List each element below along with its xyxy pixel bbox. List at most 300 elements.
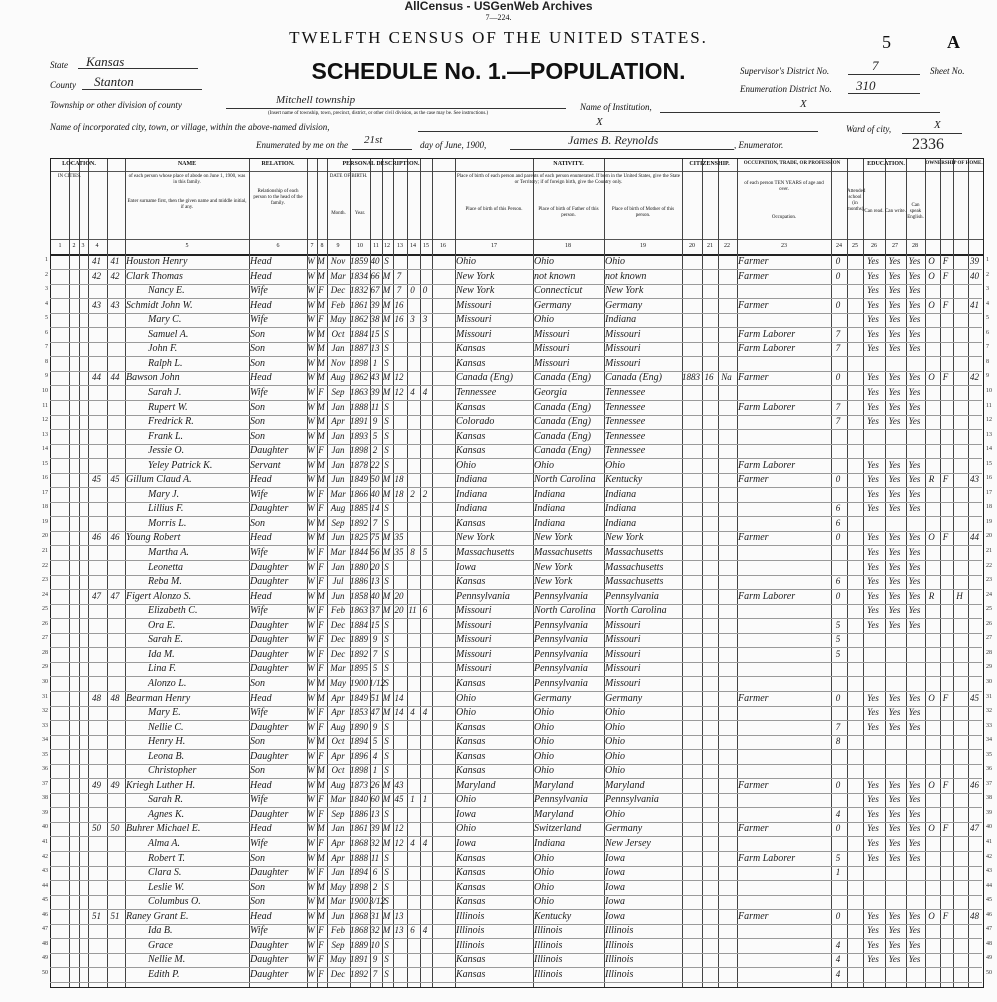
cell-age: 56 [370, 547, 380, 557]
cell-bp: New York [456, 532, 495, 544]
cell-mar: S [384, 736, 389, 747]
cell-w: Yes [888, 954, 901, 965]
cell-bm: Iowa [605, 896, 625, 908]
cell-month: Jan [331, 561, 345, 572]
cell-month: Jan [331, 823, 345, 834]
column-number: 16 [440, 243, 446, 249]
cell-bp: Ohio [456, 794, 476, 806]
cell-age: 22 [370, 459, 380, 470]
cell-mar: M [382, 590, 391, 601]
cell-color: W [307, 561, 315, 572]
cell-mo: 3 [410, 314, 415, 325]
cell-name: Columbus O. [148, 896, 201, 908]
cell-color: W [307, 488, 315, 499]
cell-name: Alonzo L. [148, 677, 187, 689]
row-number-right: 7 [986, 344, 989, 351]
cell-ch: 1 [422, 794, 428, 805]
cell-bm: Maryland [605, 779, 645, 791]
cell-fm: F [942, 256, 949, 266]
cell-bf: Ohio [534, 881, 554, 893]
cell-occ: Farmer [738, 270, 769, 282]
cell-name: Elizabeth C. [148, 605, 198, 617]
cell-sex: F [318, 314, 324, 325]
cell-sex: F [318, 954, 324, 965]
cell-o: O [928, 910, 935, 921]
cell-bp: Ohio [456, 256, 476, 267]
cell-fno: 42 [970, 372, 979, 383]
cell-sex: M [317, 459, 325, 470]
row-number-left: 29 [42, 664, 48, 671]
row-number-left: 39 [42, 809, 48, 816]
subhead-birth-mother: Place of birth of Mother of this person. [611, 207, 675, 218]
cell-color: W [307, 270, 315, 281]
column-number: 22 [724, 243, 730, 249]
cell-bp: Kansas [456, 954, 486, 966]
form-number: 7—224. [485, 13, 512, 22]
cell-e: Yes [908, 721, 921, 732]
cell-bm: Iowa [605, 852, 625, 864]
cell-year: 1849 [350, 474, 368, 485]
cell-bf: Pennsylvania [534, 677, 588, 689]
cell-dw: 43 [92, 299, 101, 310]
cell-mar: S [384, 663, 389, 674]
cell-rel: Daughter [250, 561, 289, 573]
cell-mu: 0 [835, 692, 841, 703]
cell-bf: Indiana [534, 838, 566, 849]
cell-year: 1868 [350, 925, 368, 936]
township-note: (Insert name of township, town, precinct, district, or other civil division, as the case may be. See instructions.) [268, 111, 489, 116]
cell-sex: M [317, 474, 325, 485]
cell-bp: Illinois [456, 925, 485, 937]
cell-ch: 2 [422, 488, 428, 499]
cell-mu: 0 [835, 256, 841, 266]
cell-r: Yes [867, 707, 879, 718]
cell-bm: Ohio [605, 808, 625, 820]
cell-age: 5 [372, 736, 378, 747]
cell-mu: 8 [835, 736, 841, 747]
cell-ym: 14 [394, 707, 404, 718]
cell-month: Nov [330, 357, 346, 368]
cell-o: O [928, 270, 935, 281]
cell-bf: New York [534, 576, 573, 588]
cell-color: W [307, 314, 315, 325]
cell-bm: Tennessee [605, 445, 646, 457]
cell-name: Kriegh Luther H. [126, 779, 196, 791]
cell-age: 7 [372, 648, 378, 659]
cell-dw: 50 [92, 823, 101, 834]
cell-e: Yes [908, 503, 921, 514]
cell-rel: Son [250, 343, 265, 355]
cell-bm: Ohio [605, 721, 625, 733]
cell-rel: Son [250, 736, 265, 748]
row-number-right: 35 [986, 751, 992, 758]
cell-sex: M [317, 517, 325, 528]
cell-w: Yes [888, 619, 901, 630]
row-number-left: 10 [42, 387, 48, 394]
row-number-right: 19 [986, 518, 992, 525]
cell-name: Alma A. [148, 838, 181, 849]
cell-ym: 35 [394, 532, 404, 543]
cell-mar: S [384, 765, 389, 776]
cell-age: 11 [370, 401, 380, 412]
cell-fm: F [942, 692, 949, 703]
cell-color: W [307, 736, 315, 747]
cell-sex: M [317, 765, 325, 776]
cell-year: 1886 [350, 808, 368, 819]
cell-sex: F [318, 576, 324, 587]
cell-color: W [307, 547, 315, 557]
cell-name: Sarah R. [148, 794, 183, 806]
cell-age: 9 [372, 416, 378, 427]
cell-name: Ida B. [148, 925, 173, 937]
row-number-right: 8 [986, 358, 989, 365]
cell-bp: Missouri [456, 619, 492, 631]
subhead-relation-desc: Relationship of each person to the head of the family. [253, 189, 303, 206]
row-number-right: 30 [986, 678, 992, 685]
sheet-label: Sheet No. [930, 66, 965, 76]
cell-mu: 4 [835, 808, 841, 819]
cell-rel: Daughter [250, 503, 289, 515]
cell-color: W [307, 619, 315, 630]
row-number-left: 30 [42, 678, 48, 685]
cell-fno: 47 [970, 823, 979, 834]
cell-e: Yes [908, 561, 921, 572]
cell-bf: Illinois [534, 939, 563, 951]
cell-r: Yes [867, 488, 879, 499]
group-header-rule [51, 171, 983, 172]
cell-month: Jun [331, 590, 345, 601]
cell-ch: 3 [422, 314, 428, 325]
schedule-title: SCHEDULE No. 1.—POPULATION. [311, 58, 686, 84]
cell-month: Mar [330, 547, 346, 557]
cell-year: 1858 [350, 590, 368, 601]
cell-occ: Farm Laborer [738, 401, 796, 413]
cell-fm: F [942, 823, 949, 834]
cell-age: 43 [370, 372, 380, 383]
cell-bp: Kansas [456, 517, 486, 529]
row-number-right: 47 [986, 926, 992, 933]
cell-e: Yes [908, 299, 921, 310]
cell-fno: 43 [970, 474, 979, 485]
cell-mu: 1 [835, 867, 841, 878]
cell-ym: 12 [394, 372, 404, 383]
cell-bm: Tennessee [605, 416, 646, 428]
row-number-left: 5 [45, 315, 48, 322]
cell-bf: Ohio [534, 721, 554, 733]
cell-month: Sep [331, 808, 345, 819]
cell-color: W [307, 299, 315, 310]
ward-label: Ward of city, [846, 124, 892, 134]
cell-month: May [330, 954, 346, 965]
cell-color: W [307, 459, 315, 470]
cell-age: 2 [372, 445, 378, 456]
cell-mu: 0 [835, 590, 841, 601]
cell-bp: Missouri [456, 328, 492, 340]
cell-month: Apr [331, 852, 345, 863]
cell-r: Yes [867, 852, 879, 863]
enumeration-value: 310 [856, 78, 876, 93]
cell-sex: F [318, 386, 324, 397]
row-number-left: 25 [42, 606, 48, 613]
cell-year: 1898 [350, 445, 368, 456]
row-number-left: 40 [42, 824, 48, 831]
cell-year: 1832 [350, 285, 368, 296]
cell-age: 2 [372, 881, 378, 892]
group-location: LOCATION. [62, 161, 96, 167]
cell-bp: Illinois [456, 939, 485, 951]
cell-mar: S [384, 750, 389, 761]
cell-rel: Son [250, 881, 265, 893]
cell-mar: S [384, 808, 389, 819]
cell-r: Yes [867, 576, 879, 587]
cell-year: 1900 [350, 677, 368, 688]
cell-bf: Georgia [534, 386, 567, 398]
cell-mo: 1 [410, 794, 415, 805]
cell-year: 1880 [350, 561, 368, 572]
cell-name: Young Robert [126, 532, 181, 544]
cell-year: 1868 [350, 910, 368, 921]
cell-ym: 45 [394, 794, 404, 805]
cell-bm: Indiana [605, 488, 637, 500]
row-number-left: 48 [42, 940, 48, 947]
cell-bp: Missouri [456, 648, 492, 660]
cell-mar: M [382, 707, 391, 718]
cell-o: O [928, 779, 935, 790]
cell-color: W [307, 852, 315, 863]
cell-year: 1862 [350, 372, 368, 383]
cell-color: W [307, 896, 315, 907]
column-number: 17 [491, 243, 497, 249]
row-number-right: 1 [986, 257, 989, 263]
cell-rel: Wife [250, 707, 268, 719]
cell-mu: 0 [835, 299, 841, 310]
cell-ch: 4 [422, 838, 428, 848]
column-number: 1 [58, 243, 62, 249]
cell-occ: Farmer [738, 299, 769, 311]
cell-r: Yes [867, 910, 879, 921]
cell-rel: Daughter [250, 968, 289, 980]
cell-e: Yes [908, 256, 921, 266]
cell-r: Yes [867, 401, 879, 412]
cell-bm: Tennessee [605, 386, 646, 398]
cell-month: Oct [331, 765, 345, 776]
cell-year: 1878 [350, 459, 368, 470]
cell-r: Yes [867, 794, 879, 805]
cell-bp: Iowa [456, 838, 476, 849]
cell-year: 1893 [350, 430, 368, 441]
cell-color: W [307, 910, 315, 921]
cell-e: Yes [908, 779, 921, 790]
cell-bf: Ohio [534, 707, 554, 719]
cell-occ: Farm Laborer [738, 852, 796, 864]
cell-color: W [307, 663, 315, 674]
cell-color: W [307, 532, 315, 543]
cell-age: 40 [370, 256, 380, 266]
row-number-right: 5 [986, 315, 989, 322]
row-number-right: 26 [986, 620, 992, 627]
row-number-left: 23 [42, 577, 48, 584]
column-number: 12 [384, 243, 390, 249]
cell-bp: Missouri [456, 299, 492, 311]
cell-mu: 7 [835, 401, 841, 412]
cell-bp: Missouri [456, 605, 492, 617]
cell-rel: Servant [250, 459, 281, 471]
cell-bm: Massachusetts [605, 576, 664, 588]
cell-bf: Pennsylvania [534, 648, 588, 660]
cell-age: 75 [370, 532, 380, 543]
row-number-left: 20 [42, 533, 48, 540]
row-number-left: 41 [42, 839, 48, 845]
cell-w: Yes [888, 503, 901, 514]
cell-color: W [307, 401, 315, 412]
cell-name: Frank L. [148, 430, 183, 442]
cell-bp: Kansas [456, 881, 486, 893]
cell-color: W [307, 634, 315, 645]
group-education: EDUCATION. [867, 161, 905, 167]
enumerator-name: James B. Reynolds [568, 133, 659, 147]
cell-mu: 5 [835, 852, 841, 863]
cell-fam: 41 [110, 256, 120, 266]
cell-mar: M [382, 925, 391, 936]
column-number: 21 [707, 243, 713, 249]
cell-mu: 7 [835, 721, 841, 732]
cell-sex: F [318, 838, 324, 848]
cell-bf: Ohio [534, 867, 554, 879]
cell-mar: M [382, 779, 391, 790]
cell-name: Rupert W. [148, 401, 188, 413]
cell-year: 1861 [350, 823, 368, 834]
cell-bf: New York [534, 532, 573, 544]
cell-age: 39 [370, 299, 380, 310]
row-number-left: 46 [42, 911, 48, 918]
cell-month: Jan [331, 459, 345, 470]
cell-age: 20 [370, 561, 380, 572]
row-number-right: 36 [986, 766, 992, 773]
cell-year: 1892 [350, 968, 368, 979]
cell-year: 1887 [350, 343, 368, 354]
row-number-right: 12 [986, 417, 992, 424]
cell-age: 40 [370, 590, 380, 601]
cell-w: Yes [888, 416, 901, 427]
cell-rel: Son [250, 517, 265, 529]
cell-bm: Ohio [605, 736, 625, 748]
cell-bf: Canada (Eng) [534, 416, 591, 428]
cell-year: 1863 [350, 605, 368, 616]
cell-name: Martha A. [148, 547, 189, 558]
cell-mo: 11 [408, 605, 417, 616]
cell-bf: Maryland [534, 779, 574, 791]
row-number-right: 14 [986, 446, 992, 453]
column-number: 9 [336, 243, 340, 249]
row-number-left: 32 [42, 708, 48, 715]
column-number: 8 [320, 243, 324, 249]
cell-mar: S [384, 328, 389, 339]
cell-name: Houston Henry [126, 256, 188, 267]
cell-fm: F [942, 299, 949, 310]
cell-age: 13 [370, 343, 380, 354]
cell-color: W [307, 605, 315, 616]
cell-age: 9 [372, 721, 378, 732]
cell-mar: S [384, 939, 389, 950]
cell-mar: S [384, 576, 389, 587]
cell-month: Feb [331, 605, 345, 616]
county-underline [82, 89, 202, 90]
cell-mar: M [382, 474, 391, 485]
cell-bm: Pennsylvania [605, 794, 659, 806]
cell-year: 1861 [350, 299, 368, 310]
cell-name: Raney Grant E. [126, 910, 189, 922]
cell-mu: 4 [835, 968, 841, 979]
cell-fm: F [942, 779, 949, 790]
cell-month: Aug [330, 503, 346, 514]
cell-bp: Kansas [456, 765, 486, 777]
cell-month: May [330, 677, 346, 688]
row-number-right: 41 [986, 839, 992, 845]
cell-name: Figert Alonzo S. [126, 590, 192, 602]
cell-r: Yes [867, 561, 879, 572]
cell-rel: Head [250, 474, 272, 486]
cell-bp: Kansas [456, 430, 486, 442]
cell-r: Yes [867, 605, 879, 616]
cell-name: Nancy E. [148, 285, 185, 297]
cell-sex: M [317, 736, 325, 747]
cell-sex: M [317, 590, 325, 601]
cell-year: 1884 [350, 328, 368, 339]
group-name: NAME [177, 161, 197, 167]
cell-age: 13 [370, 576, 380, 587]
row-number-right: 29 [986, 664, 992, 671]
cell-bp: Ohio [456, 459, 476, 471]
cell-color: W [307, 925, 315, 936]
cell-rel: Son [250, 765, 265, 777]
cell-age: 14 [370, 503, 380, 514]
cell-name: Sarah E. [148, 634, 183, 646]
row-number-left: 34 [42, 737, 48, 744]
cell-year: 1894 [350, 867, 368, 878]
cell-rel: Head [250, 692, 272, 704]
cell-imm: 1883 [682, 372, 700, 383]
cell-sex: F [318, 547, 324, 557]
cell-color: W [307, 692, 315, 703]
cell-bm: Illinois [605, 925, 634, 937]
cell-r: Yes [867, 372, 879, 383]
cell-year: 1853 [350, 707, 368, 718]
cell-sex: F [318, 794, 324, 805]
row-number-right: 18 [986, 504, 992, 511]
cell-name: Ralph L. [148, 357, 183, 369]
institution-underline [660, 112, 940, 113]
cell-sex: F [318, 619, 324, 630]
cell-month: Mar [330, 896, 346, 907]
cell-w: Yes [888, 314, 901, 325]
cell-sex: M [317, 343, 325, 354]
cell-bm: Iowa [605, 881, 625, 893]
row-number-left: 50 [42, 969, 48, 976]
cell-color: W [307, 285, 315, 296]
row-number-right: 27 [986, 635, 992, 642]
row-number-left: 43 [42, 868, 48, 875]
cell-bf: Canada (Eng) [534, 372, 591, 384]
cell-bp: Kansas [456, 677, 486, 689]
cell-color: W [307, 328, 315, 339]
colnum-rule-top [51, 239, 983, 240]
cell-month: Jun [331, 910, 345, 921]
enumerated-middle: day of June, 1900, [420, 140, 487, 150]
cell-bf: Indiana [534, 488, 566, 500]
cell-bf: Canada (Eng) [534, 401, 591, 413]
cell-ch: 6 [422, 605, 428, 616]
cell-w: Yes [888, 707, 901, 718]
